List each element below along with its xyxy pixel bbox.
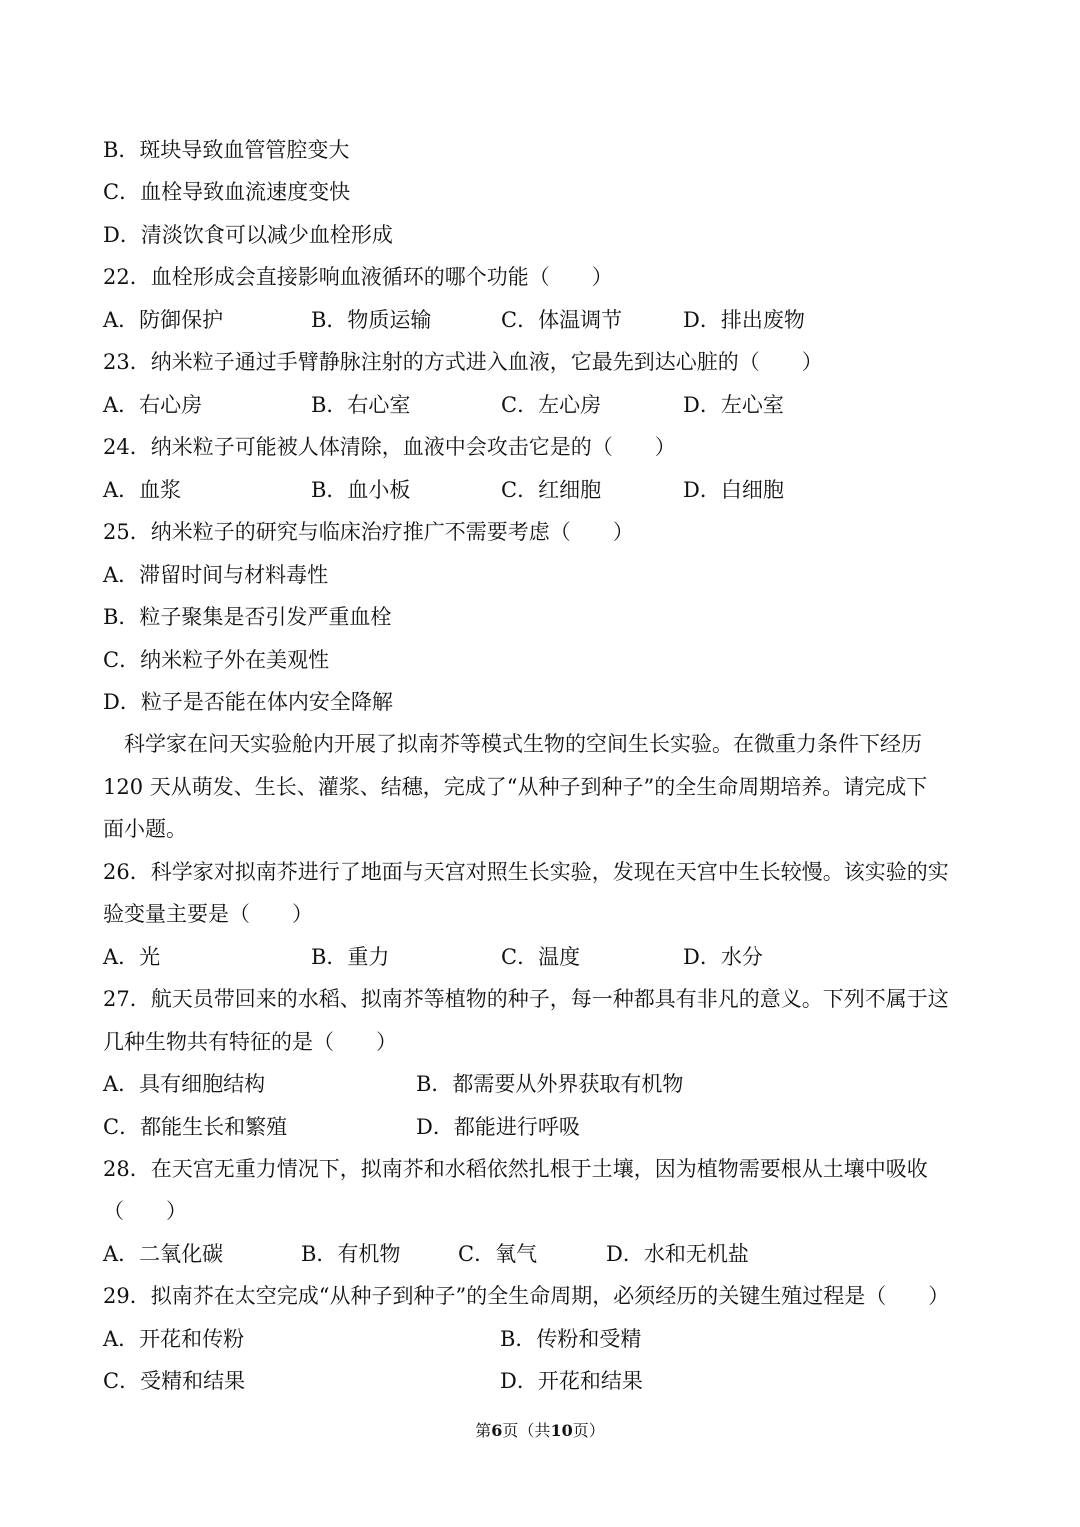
page-number: 6	[491, 1421, 503, 1440]
passage-line: 科学家在问天实验舱内开展了拟南芥等模式生物的空间生长实验。在微重力条件下经历	[103, 732, 922, 756]
option: D．左心室	[683, 393, 784, 417]
option: B．有机物	[301, 1242, 401, 1266]
question-27-cont: 几种生物共有特征的是（ ）	[103, 1030, 397, 1054]
option-text: C．血栓导致血流速度变快	[103, 180, 351, 204]
option: A．具有细胞结构	[103, 1072, 266, 1096]
option: C．受精和结果	[103, 1369, 246, 1393]
option: A．二氧化碳	[103, 1242, 224, 1266]
option: D．排出废物	[683, 308, 805, 332]
option-text: C．纳米粒子外在美观性	[103, 648, 330, 672]
option: B．都需要从外界获取有机物	[416, 1072, 684, 1096]
option: C．体温调节	[501, 308, 623, 332]
option: A．防御保护	[103, 308, 224, 332]
question-26: 26．科学家对拟南芥进行了地面与天宫对照生长实验，发现在天宫中生长较慢。该实验的实	[103, 860, 949, 884]
question-28: 28．在天宫无重力情况下，拟南芥和水稻依然扎根于土壤，因为植物需要根从土壤中吸收	[103, 1157, 928, 1181]
question-27: 27．航天员带回来的水稻、拟南芥等植物的种子，每一种都具有非凡的意义。下列不属于这	[103, 987, 949, 1011]
option-text: B．粒子聚集是否引发严重血栓	[103, 605, 392, 629]
question-29: 29．拟南芥在太空完成“从种子到种子”的全生命周期，必须经历的关键生殖过程是（ ）	[103, 1284, 950, 1308]
option: A．光	[103, 945, 161, 969]
page-footer	[0, 1418, 1080, 1441]
option: A．血浆	[103, 478, 182, 502]
question-24: 24．纳米粒子可能被人体清除，血液中会攻击它是的（ ）	[103, 435, 676, 459]
option: B．传粉和受精	[500, 1327, 642, 1351]
option: D．都能进行呼吸	[416, 1115, 580, 1139]
option: A．右心房	[103, 393, 203, 417]
option: B．血小板	[311, 478, 411, 502]
footer-mid: 页（共	[502, 1421, 551, 1440]
option: B．物质运输	[311, 308, 432, 332]
passage-line: 120 天从萌发、生长、灌浆、结穗，完成了“从种子到种子”的全生命周期培养。请完成下	[103, 775, 928, 799]
question-26-cont: 验变量主要是（ ）	[103, 902, 313, 926]
option: D．开花和结果	[500, 1369, 643, 1393]
option-text: A．滞留时间与材料毒性	[103, 563, 329, 587]
option-text: D．清淡饮食可以减少血栓形成	[103, 223, 393, 247]
question-23: 23．纳米粒子通过手臂静脉注射的方式进入血液，它最先到达心脏的（ ）	[103, 350, 823, 374]
question-28-cont: （ ）	[103, 1199, 187, 1223]
option: C．左心房	[501, 393, 602, 417]
option-text: B．斑块导致血管管腔变大	[103, 138, 350, 162]
footer-suffix: 页）	[572, 1421, 605, 1440]
option: C．红细胞	[501, 478, 602, 502]
option: B．重力	[311, 945, 390, 969]
option: A．开花和传粉	[103, 1327, 245, 1351]
question-25: 25．纳米粒子的研究与临床治疗推广不需要考虑（ ）	[103, 520, 634, 544]
option: D．水分	[683, 945, 763, 969]
option-text: D．粒子是否能在体内安全降解	[103, 690, 393, 714]
footer-prefix: 第	[475, 1421, 492, 1440]
page-total: 10	[550, 1421, 573, 1440]
option: C．温度	[501, 945, 581, 969]
question-22: 22．血栓形成会直接影响血液循环的哪个功能（ ）	[103, 265, 613, 289]
option: D．白细胞	[683, 478, 784, 502]
option: B．右心室	[311, 393, 411, 417]
option: D．水和无机盐	[606, 1242, 749, 1266]
passage-line: 面小题。	[103, 817, 187, 841]
option: C．氧气	[458, 1242, 538, 1266]
option: C．都能生长和繁殖	[103, 1115, 288, 1139]
